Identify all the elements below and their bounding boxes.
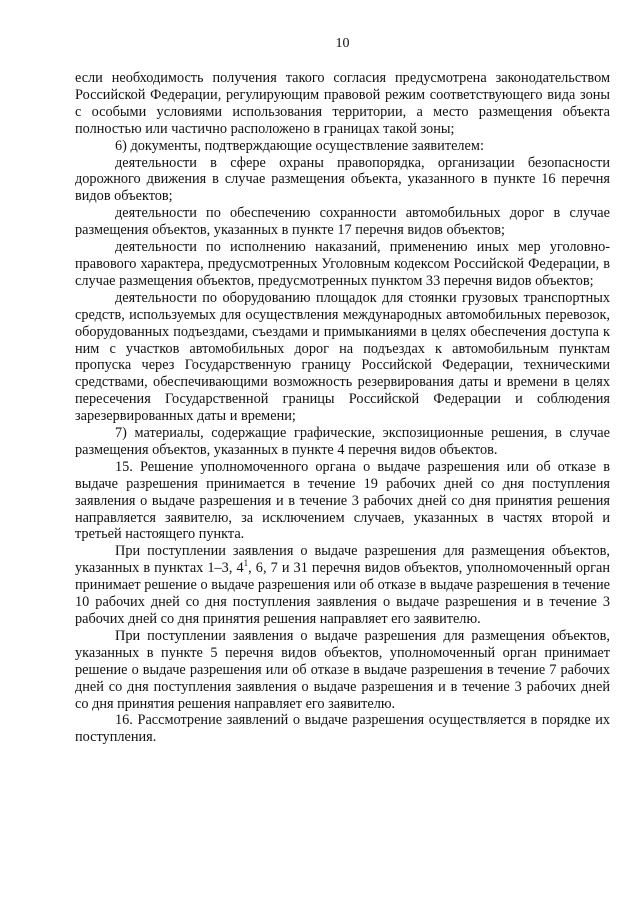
paragraph-item-6: 6) документы, подтверждающие осуществление заявителем: xyxy=(115,137,484,154)
paragraph-truck-parking: деятельности по оборудованию площадок для стоянки грузовых транспортных средств, используемых для осуществления международных автомобильных перевозок, оборудованных подъездами, съездами и примыканиями в целях обеспечения доступа к ним с участков автомобильных дорог на подъездах к автомобильным пунктам пропуска через Государственную границу Российской Федерации, техническими средствами, обеспечивающими возможность резервирования даты и времени в целях пересечения Государственной границы Российской Федерации и соблюдения зарезервированных даты и времени; xyxy=(75,289,610,425)
paragraph-item-15-part-2-before: При поступлении заявления о выдаче разрешения для размещения объектов, указанных в пунктах 1–3, 4 xyxy=(75,543,610,577)
paragraph-law-enforcement: деятельности в сфере охраны правопорядка, организации безопасности дорожного движения в случае размещения объекта, указанного в пункте 16 перечня видов объектов; xyxy=(75,154,610,205)
paragraph-road-preservation: деятельности по обеспечению сохранности автомобильных дорог в случае размещения объектов, указанных в пункте 17 перечня видов объектов; xyxy=(75,205,610,239)
document-body xyxy=(75,70,610,746)
paragraph-punishment-execution: деятельности по исполнению наказаний, применению иных мер уголовно-правового характера, предусмотренных Уголовным кодексом Российской Федерации, в случае размещения объектов, предусмотренных пунктом 33 перечня видов объектов; xyxy=(75,239,610,289)
paragraph-item-7: 7) материалы, содержащие графические, экспозиционные решения, в случае размещения объектов, указанных в пункте 4 перечня видов объектов. xyxy=(75,425,610,458)
paragraph-item-15-part-2 xyxy=(75,543,610,628)
superscript-footnote: 1 xyxy=(243,558,249,569)
paragraph-item-15-part-2-after: , 6, 7 и 31 перечня видов объектов, уполномоченный орган принимает решение о выдаче разрешения или об отказе в выдаче разрешения в течение 10 рабочих дней со дня поступления заявления о выдаче разрешения и в течение 3 рабочих дней со дня принятия решения направляет его заявителю. xyxy=(75,560,610,627)
paragraph-item-15-part-3: При поступлении заявления о выдаче разрешения для размещения объектов, указанных в пункте 5 перечня видов объектов, уполномоченный орган принимает решение о выдаче разрешения или об отказе в выдаче разрешения в течение 7 рабочих дней со дня поступления заявления о выдаче разрешения и в течение 3 рабочих дней со дня принятия решения направляет его заявителю. xyxy=(75,627,610,712)
paragraph-consent-condition: если необходимость получения такого согласия предусмотрена законодательством Российской Федерации, регулирующим правовой режим соответствующего вида зоны с особыми условиями использования территории, а место размещения объекта полностью или частично расположено в границах такой зоны; xyxy=(75,70,610,137)
page-number: 10 xyxy=(335,36,350,51)
paragraph-item-16: 16. Рассмотрение заявлений о выдаче разрешения осуществляется в порядке их поступления. xyxy=(75,712,610,746)
paragraph-item-15: 15. Решение уполномоченного органа о выдаче разрешения или об отказе в выдаче разрешения принимается в течение 19 рабочих дней со дня поступления заявления о выдаче разрешения и в течение 3 рабочих дней со дня принятия решения направляется заявителю, за исключением случаев, указанных в частях второй и третьей настоящего пункта. xyxy=(75,458,610,543)
